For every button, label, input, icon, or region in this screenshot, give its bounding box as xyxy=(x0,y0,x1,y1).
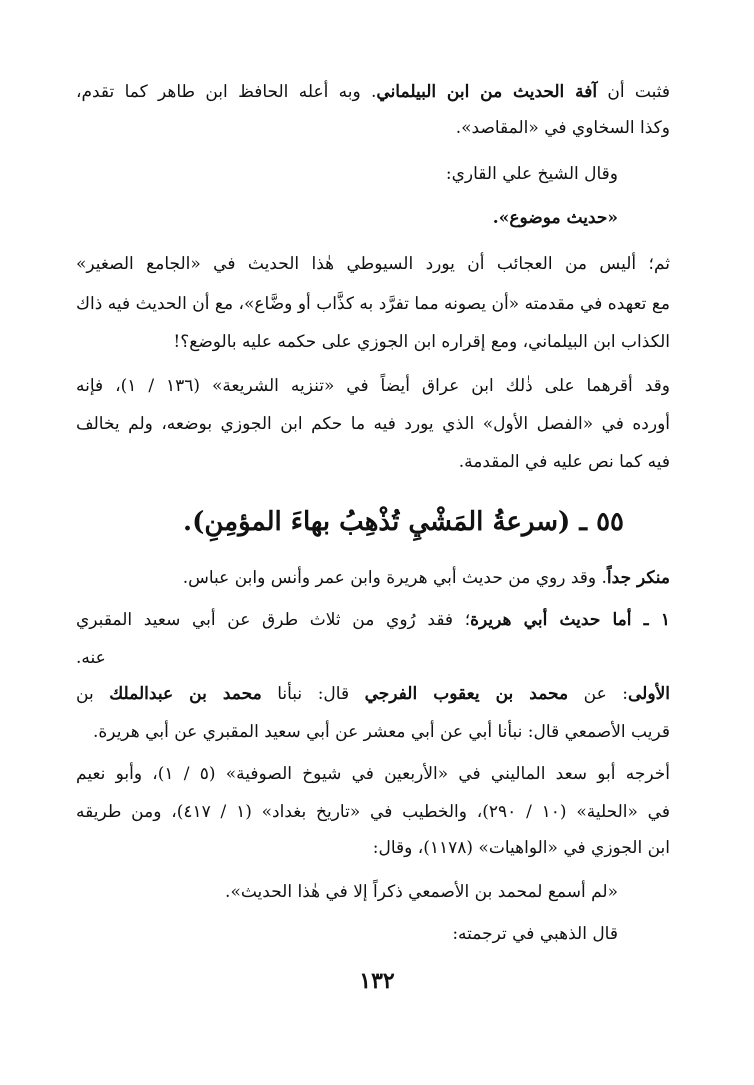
text-line-18: ابن الجوزي في «الواهيات» (١١٧٨)، وقال: xyxy=(372,838,670,858)
bold-segment: آفة الحديث من ابن البيلماني xyxy=(376,82,598,102)
text-line-8: وقد أقرهما على ذٰلك ابن عراق أيضاً في «تنزيه الشريعة» (١٣٦ / ١)، فإنه xyxy=(76,376,670,396)
bold-segment: الأولى xyxy=(628,684,670,704)
text-line-1 xyxy=(76,78,670,106)
text-segment: بن xyxy=(76,684,110,704)
text-segment: ؛ فقد رُوي من ثلاث طرق عن أبي سعيد المقبري xyxy=(76,610,471,630)
text-segment: قال: نبأنا xyxy=(261,684,365,704)
text-line-14 xyxy=(76,680,670,708)
text-line-9: أورده في «الفصل الأول» الذي يورد فيه ما حكم ابن الجوزي بوضعه، ولم يخالف xyxy=(76,414,670,434)
text-line-11 xyxy=(76,564,670,592)
text-line-15: قريب الأصمعي قال: نبأنا أبي عن أبي معشر عن أبي سعيد المقبري عن أبي هريرة. xyxy=(93,722,670,742)
text-line-10: فيه كما نص عليه في المقدمة. xyxy=(458,452,670,472)
bold-segment: ١ ـ أما حديث أبي هريرة xyxy=(470,610,670,630)
text-segment: : عن xyxy=(568,684,629,704)
text-line-7: الكذاب ابن البيلماني، ومع إقراره ابن الجوزي على حكمه عليه بالوضع؟! xyxy=(173,332,670,352)
text-line-16: أخرجه أبو سعد الماليني في «الأربعين في شيوخ الصوفية» (٥ / ١)، وأبو نعيم xyxy=(76,764,670,784)
text-segment: . وقد روي من حديث أبي هريرة وابن عمر وأنس وابن عباس. xyxy=(182,568,607,588)
text-line-2: وكذا السخاوي في «المقاصد». xyxy=(455,118,670,138)
text-line-17: في «الحلية» (١٠ / ٢٩٠)، والخطيب في «تاريخ بغداد» (١ / ٤١٧)، ومن طريقه xyxy=(76,802,670,822)
section-heading: ٥٥ ـ (سرعةُ المَشْيِ تُذْهِبُ بهاءَ المؤمِنِ). xyxy=(183,507,624,537)
text-line-4: «حديث موضوع». xyxy=(492,208,618,228)
text-line-6: مع تعهده في مقدمته «أن يصونه مما تفرَّد به كذَّاب أو وضَّاع»، مع أن الحديث فيه ذاك xyxy=(76,294,670,314)
text-line-13: عنه. xyxy=(76,648,106,668)
page-number: ١٣٢ xyxy=(359,968,395,994)
bold-segment: منكر جداً xyxy=(606,568,670,588)
text-line-19: «لم أسمع لمحمد بن الأصمعي ذكراً إلا في هٰذا الحديث». xyxy=(225,882,618,902)
text-line-20: قال الذهبي في ترجمته: xyxy=(452,924,618,944)
text-segment: . وبه أعله الحافظ ابن طاهر كما تقدم، xyxy=(76,82,377,102)
text-line-3: وقال الشيخ علي القاري: xyxy=(445,164,618,184)
text-line-12 xyxy=(76,606,670,634)
bold-segment: محمد بن يعقوب الفرجي xyxy=(364,684,569,704)
bold-segment: محمد بن عبدالملك xyxy=(109,684,262,704)
text-segment: فثبت أن xyxy=(597,82,670,102)
text-line-5: ثم؛ أليس من العجائب أن يورد السيوطي هٰذا الحديث في «الجامع الصغير» xyxy=(76,254,670,274)
